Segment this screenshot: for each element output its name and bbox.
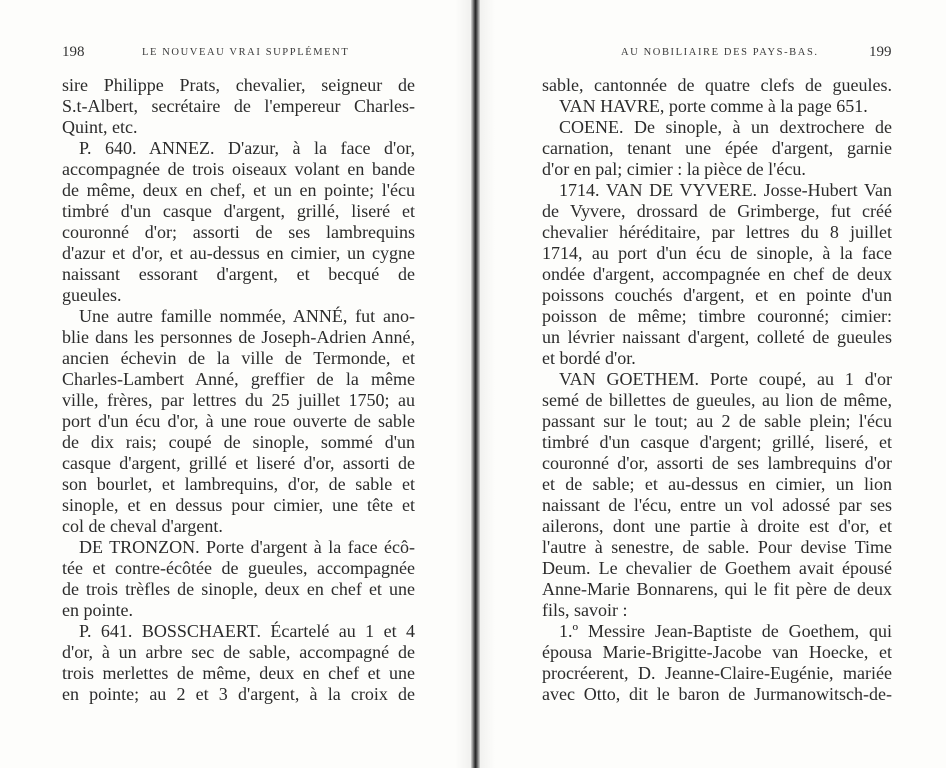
text-line: et de sable; et au-dessus en cimier, un lion bbox=[542, 474, 892, 494]
text-line: Charles-Lambert Anné, greffier de la même bbox=[62, 369, 415, 389]
text-line: 1714. VAN DE VYVERE. Josse-Hubert Van bbox=[559, 180, 892, 200]
text-line: avec Otto, dit le baron de Jurmanowitsch-de- bbox=[542, 684, 892, 704]
text-line: casque d'argent, grillé et liseré d'or, assorti de bbox=[62, 453, 415, 473]
text-line: de même, deux en chef, et un en pointe; l'écu bbox=[62, 180, 415, 200]
right-page-number: 199 bbox=[869, 44, 892, 60]
text-line: sire Philippe Prats, chevalier, seigneur de bbox=[62, 75, 415, 95]
text-line: naissant essorant d'argent, et becqué de bbox=[62, 264, 415, 284]
left-page-number: 198 bbox=[62, 44, 85, 60]
text-line: un lévrier naissant d'argent, colleté de gueules bbox=[542, 327, 892, 347]
text-line: d'azur et d'or, et au-dessus en cimier, un cygne bbox=[62, 243, 415, 263]
text-line: d'or en pal; cimier : la pièce de l'écu. bbox=[542, 159, 806, 179]
text-line: ville, frères, par lettres du 25 juillet 1750; au bbox=[62, 390, 415, 410]
right-running-head: AU NOBILIAIRE DES PAYS-BAS. bbox=[621, 47, 819, 58]
text-line: S.t-Albert, secrétaire de l'empereur Charles- bbox=[62, 96, 415, 116]
text-line: ondée d'argent, accompagnée en chef de deux bbox=[542, 264, 892, 284]
right-page-text bbox=[542, 75, 892, 705]
text-line: semé de billettes de gueules, au lion de même, bbox=[542, 390, 892, 410]
text-line: timbré d'un casque d'argent, grillé, liseré et bbox=[62, 201, 415, 221]
text-line: P. 641. BOSSCHAERT. Écartelé au 1 et 4 bbox=[79, 621, 415, 641]
text-line: d'or, à un arbre sec de sable, accompagné de bbox=[62, 642, 415, 662]
text-line: sable, cantonnée de quatre clefs de gueules. bbox=[542, 75, 892, 95]
text-line: son bourlet, et lambrequins, d'or, de sable et bbox=[62, 474, 415, 494]
text-line: chevalier héréditaire, par lettres du 8 juillet bbox=[542, 222, 892, 242]
left-running-head: LE NOUVEAU VRAI SUPPLÉMENT bbox=[142, 47, 350, 58]
text-line: en pointe. bbox=[62, 600, 133, 620]
text-line: ancien échevin de la ville de Termonde, et bbox=[62, 348, 415, 368]
text-line: col de cheval d'argent. bbox=[62, 516, 223, 536]
text-line: Deum. Le chevalier de Goethem avait épousé bbox=[542, 558, 892, 578]
text-line: blie dans les personnes de Joseph-Adrien Anné, bbox=[62, 327, 415, 347]
right-page bbox=[482, 0, 946, 768]
text-line: procréerent, D. Jeanne-Claire-Eugénie, mariée bbox=[542, 663, 892, 683]
text-line: timbré d'un casque d'argent; grillé, liseré, et bbox=[542, 432, 892, 452]
text-line: ailerons, dont une partie à droite est d'or, et bbox=[542, 516, 892, 536]
text-line: de dix rais; coupé de sinople, sommé d'un bbox=[62, 432, 415, 452]
text-line: épousa Marie-Brigitte-Jacobe van Hoecke, et bbox=[542, 642, 892, 662]
text-line: port d'un écu d'or, à une roue ouverte de sable bbox=[62, 411, 415, 431]
text-line: de trois trèfles de sinople, deux en chef et une bbox=[62, 579, 415, 599]
text-line: Quint, etc. bbox=[62, 117, 138, 137]
text-line: passant sur le tout; au 2 de sable plein; l'écu bbox=[542, 411, 892, 431]
text-line: Anne-Marie Bonnarens, qui le fit père de deux bbox=[542, 579, 892, 599]
book-gutter bbox=[471, 0, 480, 768]
left-page bbox=[0, 0, 470, 768]
text-line: naissant de l'écu, entre un vol adossé par ses bbox=[542, 495, 892, 515]
text-line: Une autre famille nommée, ANNÉ, fut ano- bbox=[79, 306, 415, 326]
text-line: carnation, tenant une épée d'argent, garnie bbox=[542, 138, 892, 158]
text-line: VAN HAVRE, porte comme à la page 651. bbox=[559, 96, 868, 116]
text-line: tée et contre-écôtée de gueules, accompagnée bbox=[62, 558, 415, 578]
text-line: P. 640. ANNEZ. D'azur, à la face d'or, bbox=[79, 138, 415, 158]
text-line: COENE. De sinople, à un dextrochere de bbox=[559, 117, 892, 137]
text-line: trois merlettes de même, deux en chef et une bbox=[62, 663, 415, 683]
text-line: DE TRONZON. Porte d'argent à la face écô- bbox=[79, 537, 415, 557]
text-line: sinople, et en dessus pour cimier, une tête et bbox=[62, 495, 415, 515]
text-line: l'autre à senestre, de sable. Pour devise Time bbox=[542, 537, 892, 557]
text-line: et bordé d'or. bbox=[542, 348, 636, 368]
text-line: fils, savoir : bbox=[542, 600, 628, 620]
text-line: 1714, au port d'un écu de sinople, à la face bbox=[542, 243, 892, 263]
text-line: de Vyvere, drossard de Grimberge, fut créé bbox=[542, 201, 892, 221]
text-line: poissons couchés d'argent, et en pointe d'un bbox=[542, 285, 892, 305]
text-line: couronné d'or, assorti de ses lambrequins d'or bbox=[542, 453, 892, 473]
text-line: gueules. bbox=[62, 285, 122, 305]
text-line: en pointe; au 2 et 3 d'argent, à la croix de bbox=[62, 684, 415, 704]
text-line: VAN GOETHEM. Porte coupé, au 1 d'or bbox=[559, 369, 892, 389]
text-line: 1.º Messire Jean-Baptiste de Goethem, qui bbox=[559, 621, 892, 641]
text-line: couronné d'or; assorti de ses lambrequins bbox=[62, 222, 415, 242]
left-page-text bbox=[62, 75, 415, 705]
text-line: poisson de même; timbre couronné; cimier: bbox=[542, 306, 892, 326]
text-line: accompagnée de trois oiseaux volant en bande bbox=[62, 159, 415, 179]
